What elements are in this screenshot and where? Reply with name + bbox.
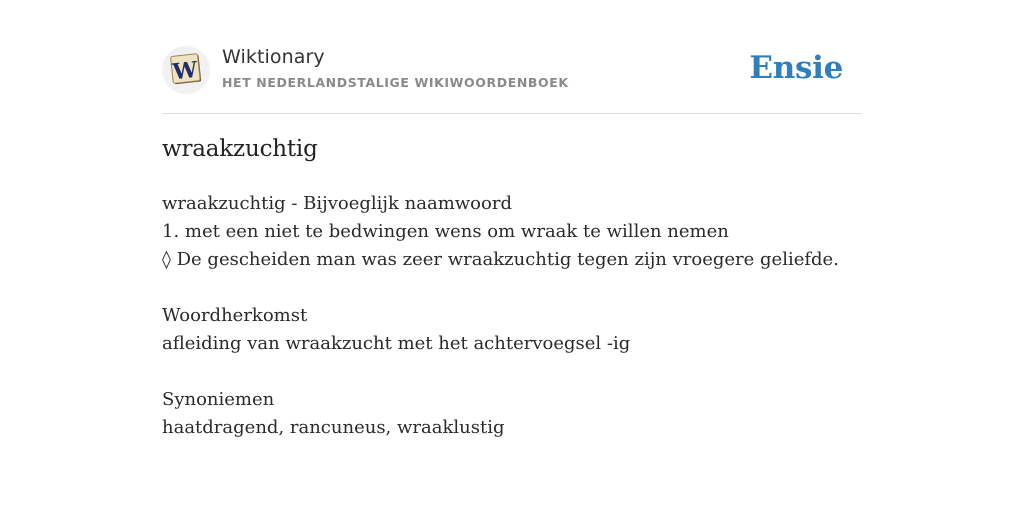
etymology-text: afleiding van wraakzucht met het achtervoegsel -ig <box>162 333 631 354</box>
wiktionary-tile-icon <box>166 50 206 90</box>
synonyms-list: haatdragend, rancuneus, wraaklustig <box>162 417 505 438</box>
page-container <box>162 0 862 438</box>
example-sentence: ◊ De gescheiden man was zeer wraakzuchtig tegen zijn vroegere geliefde. <box>162 249 839 270</box>
synonyms-heading: Synoniemen <box>162 389 275 410</box>
spacer <box>162 274 839 302</box>
site-subtitle: HET NEDERLANDSTALIGE WIKIWOORDENBOEK <box>222 75 569 90</box>
site-title[interactable]: Wiktionary <box>222 46 325 68</box>
ensie-brand-link[interactable]: Ensie <box>749 50 843 86</box>
definition-text: 1. met een niet te bedwingen wens om wraak te willen nemen <box>162 221 729 242</box>
page-title: wraakzuchtig <box>162 136 318 162</box>
definition-heading: wraakzuchtig - Bijvoeglijk naamwoord <box>162 193 512 214</box>
wiktionary-logo-icon[interactable] <box>162 46 210 94</box>
etymology-heading: Woordherkomst <box>162 305 308 326</box>
spacer <box>162 358 839 386</box>
logo-letter: W <box>171 56 199 86</box>
entry-content <box>162 190 839 442</box>
site-header <box>162 0 862 114</box>
